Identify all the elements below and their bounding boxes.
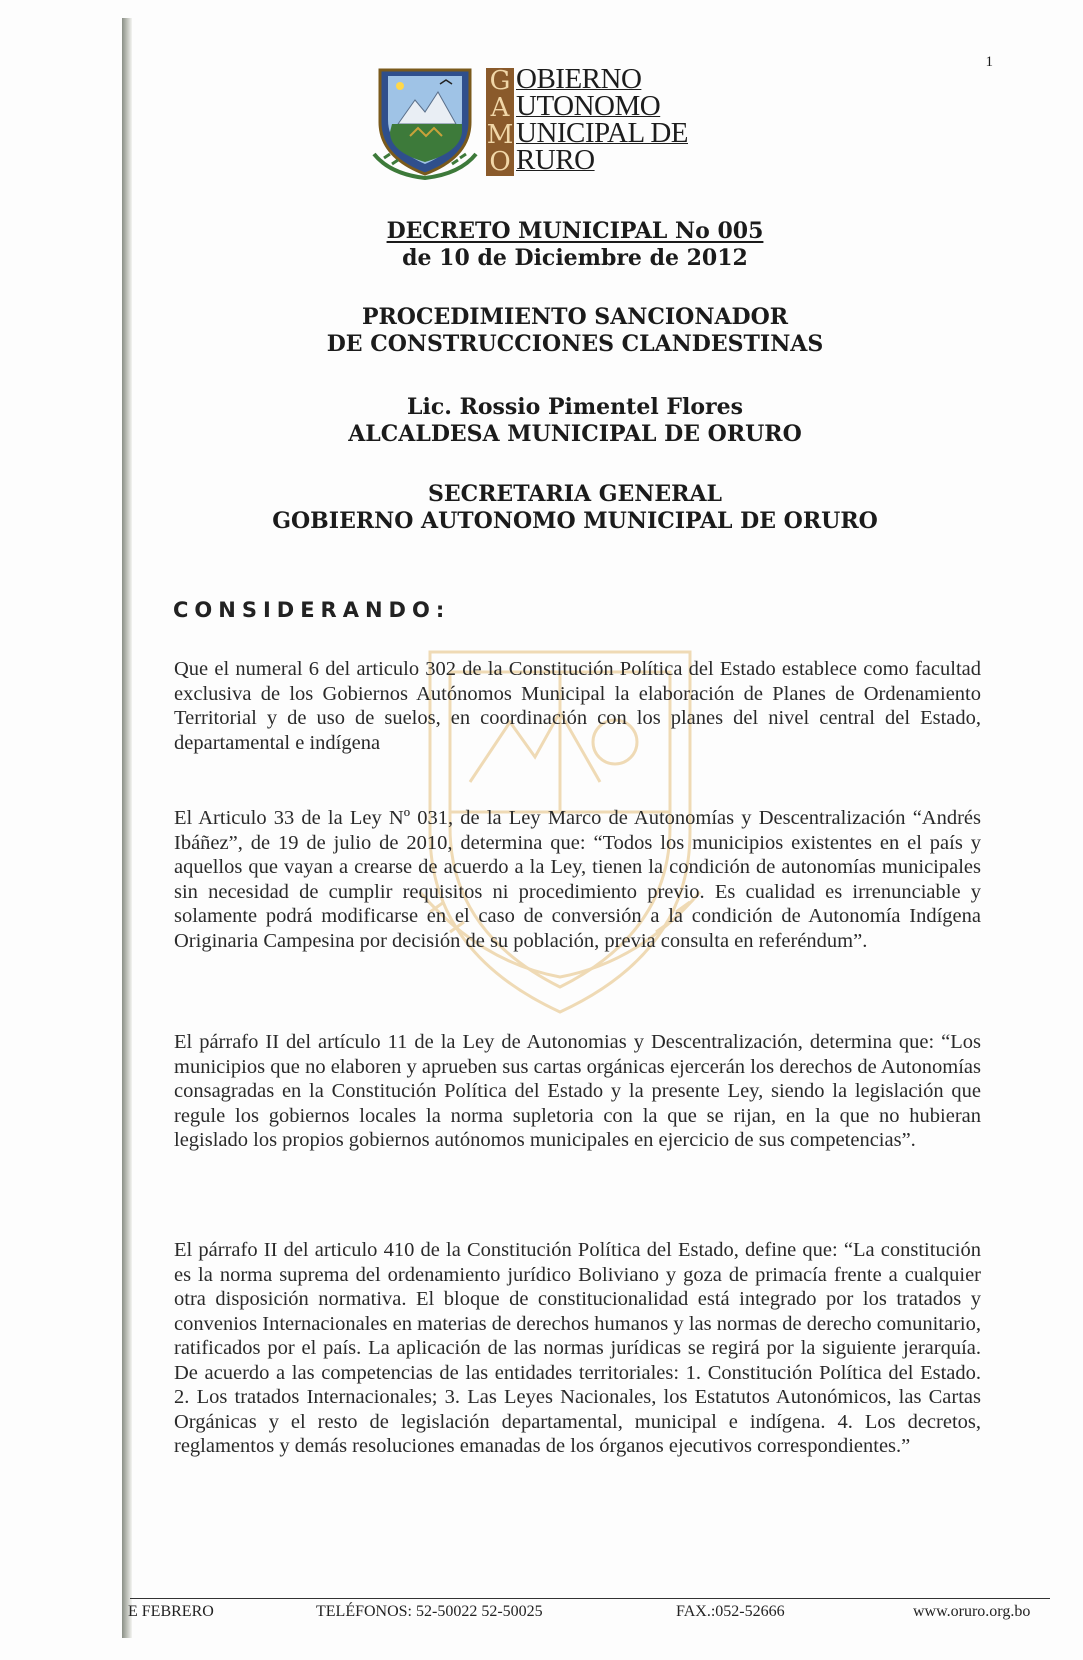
- mayor-heading: [150, 394, 1000, 448]
- mayor-name: Lic. Rossio Pimentel Flores: [407, 394, 743, 420]
- decree-title: DECRETO MUNICIPAL No 005: [386, 218, 764, 244]
- organization-name: [516, 63, 756, 176]
- footer-address: E FEBRERO: [128, 1603, 214, 1620]
- page-number: 1: [985, 54, 993, 70]
- procedure-line: DE CONSTRUCCIONES CLANDESTINAS: [326, 331, 824, 357]
- org-line: UTONOMO: [516, 90, 661, 122]
- org-line: UNICIPAL DE: [516, 117, 688, 149]
- paragraph: El párrafo II del articulo 410 de la Constitución Política del Estado, define que: “La constitución es la norma suprema del ordenamiento jurídico Boliviano y goza de primacía frente a cualquier otra disposición normativa. El bloque de constitucionalidad está integrado por los tratados y convenios Internacionales en materias de derechos humanos y las normas de derecho comunitario, ratificados por el país. La aplicación de las normas jurídicas se regirá por la siguiente jerarquía. De acuerdo a las competencias de las entidades territoriales: 1. Constitución Política del Estado. 2. Los tratados Internacionales; 3. Las Leyes Nacionales, los Estatutos Autonómicos, las Cartas Orgánicas y el resto de legislación departamental, municipal e indígena. 4. Los decretos, reglamentos y demás resoluciones emanadas de los órganos ejecutivos correspondientes.”: [174, 1239, 981, 1457]
- paragraph: El Articulo 33 de la Ley Nº 031, de la Ley Marco de Autonomías y Descentralización “Andrés Ibáñez”, de 19 de julio de 2010, determina que: “Todos los municipios existentes en el país y aquellos que vayan a crearse de acuerdo a la Ley, tienen la condición de autonomías municipales sin necesidad de cumplir requisitos ni procedimiento previo. Es cualidad es irrenunciable y solamente podrá modificarse en el caso de conversión a la condición de Autonomía Indígena Originaria Campesina por decisión de su población, previa consulta en referéndum”.: [174, 807, 981, 952]
- acronym-letter: M: [486, 120, 514, 150]
- org-line: OBIERNO: [516, 63, 642, 95]
- footer-website: www.oruro.org.bo: [913, 1603, 1031, 1620]
- coat-of-arms-icon: [370, 62, 480, 180]
- acronym-letter: A: [490, 93, 510, 123]
- paragraph: Que el numeral 6 del articulo 302 de la Constitución Política del Estado establece como facultad exclusiva de los Gobiernos Autónomos Municipal la elaboración de Planes de Ordenamiento Territorial y de uso de suelos, en coordinación con los planes del nivel central del Estado, departamental e indígena: [174, 658, 981, 754]
- binding-edge: [122, 18, 132, 1638]
- procedure-heading: [150, 304, 1000, 358]
- decree-heading: [150, 218, 1000, 272]
- paragraph: El párrafo II del artículo 11 de la Ley de Autonomias y Descentralización, determina que: “Los municipios que no elaboren y aprueben sus cartas orgánicas ejercerán los derechos de Autonomías consagradas en la Constitución Política del Estado y la presente Ley, siendo la legislación que regule los gobiernos locales la norma supletoria con la que se rijan, en la que no hubieran legislado los propios gobiernos autónomos municipales en ejercicio de sus competencias”.: [174, 1031, 981, 1151]
- acronym-band: [486, 68, 514, 176]
- mayor-title: ALCALDESA MUNICIPAL DE ORURO: [348, 421, 802, 447]
- footer-phones: TELÉFONOS: 52-50022 52-50025: [316, 1603, 543, 1620]
- footer-fax: FAX.:052-52666: [676, 1603, 785, 1620]
- procedure-line: PROCEDIMIENTO SANCIONADOR: [361, 304, 789, 330]
- secretary-line: GOBIERNO AUTONOMO MUNICIPAL DE ORURO: [272, 508, 878, 534]
- gamo-logo: [370, 62, 730, 182]
- considerando-heading: CONSIDERANDO:: [173, 598, 451, 622]
- secretary-line: SECRETARIA GENERAL: [427, 481, 722, 507]
- decree-date: de 10 de Diciembre de 2012: [402, 245, 748, 271]
- footer-divider: [130, 1598, 1050, 1599]
- org-line: RURO: [516, 144, 595, 176]
- acronym-letter: O: [489, 147, 511, 177]
- secretary-heading: [150, 481, 1000, 535]
- acronym-letter: G: [489, 66, 511, 96]
